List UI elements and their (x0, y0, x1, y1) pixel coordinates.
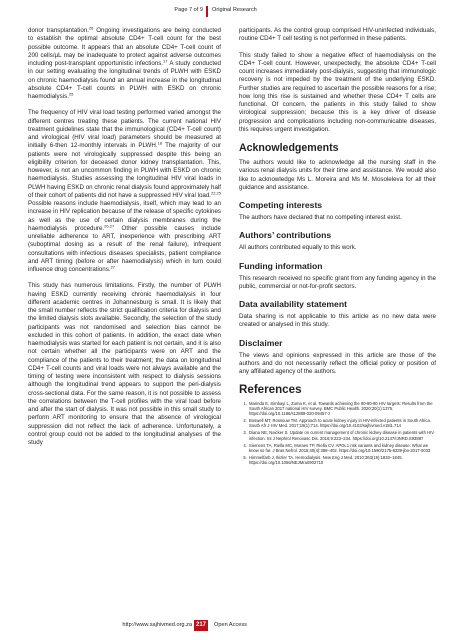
paragraph: The frequency of HIV viral load testing performed varied amongst the different centres treating these patients. The current national HIV treatment guidelines state that the immunological (CD4+ T-cell count) and virological (HIV viral load) parameters should be measured at initially 6-then 12-monthly intervals in PLWH.$^{18}$ The majority of our patients were not virologically suppressed despite this being an eligibility criterion for deceased donor kidney transplantation. This, however, is not an uncommon finding in PLWH with ESKD on chronic haemodialysis. Studies assessing the longitudinal HIV viral loads in PLWH having ESKD on chronic renal dialysis found approximately half of their cohort of patients did not have a suppressed HIV viral load.$^{22,25}$ Possible reasons include haemodialysis, itself, which may lead to an increase in HIV replication because of the release of specific cytokines as well as the use of certain dialysis membranes during the haemodialysis procedure.$^{26,27}$ Other possible causes include unreliable adherence to ART, inexperience with prescribing ART (suboptimal dosing as a result of the renal failure), infrequent consultations with infectious diseases specialists, patient compliance and ART timing (before or after haemodialysis) which in turn could influence drug concentrations.$^{27}$ (28, 109, 221, 273)
disclaimer-heading: Disclaimer (239, 337, 283, 348)
reference-item: 3. Diana NE, Naicker S. Update on current management of chronic kidney disease in patients with HIV infection. Int J Nephrol Renovasc Dis. 2016;9:223–234. https://doi.org/10.2147/IJNRD.S93887 (248, 430, 436, 440)
page-number-label: Page 7 of 9 (174, 7, 203, 13)
header-divider (206, 6, 208, 17)
references-heading: References (239, 383, 302, 397)
authors-contributions-text: All authors contributed equally to this work. (239, 244, 357, 252)
paragraph: donor transplantation.$^{26}$ Ongoing investigations are being conducted to establish the optimal absolute CD4+ T-cell count for the best possible outcome. It appears that an absolute CD4+ T-cell count of 200 cells/µL may be inadequate to protect against adverse outcomes including post-transplant opportunistic infections.$^{17}$ A study conducted in our setting evaluating the longitudinal trends of PLWH with ESKD on chronic haemodialysis found an annual increase in the longitudinal absolute CD4+ T-cell counts in PLWH with ESKD on chronic haemodialysis.$^{25}$ (28, 25, 221, 100)
journal-url-link[interactable]: http://www.sajhivmed.org.za (122, 622, 192, 628)
right-column (239, 27, 436, 467)
footer-page-number: 217 (194, 620, 208, 631)
acknowledgements-text: The authors would like to acknowledge all the nursing staff in the various renal dialysis units for their time and assistance. We would also like to acknowledge Ms L. Moreira and Ms M. Mosoleleva for all their guidance and assistance. (239, 159, 436, 191)
page-footer (0, 619, 453, 633)
reference-list (239, 401, 436, 465)
reference-item: 1. Marinda E, Simbayi L, Zuma K, et al. Towards achieving the 90-90-90 HIV targets: Results from the South African 2017 national HIV survey. BMC Public Health. 2020;20(1):1375. https://doi.org/10.1186/s12889-020-09457-z (248, 401, 436, 416)
acknowledgements-heading: Acknowledgements (239, 142, 339, 154)
paragraph: This study failed to show a negative effect of haemodialysis on the CD4+ T-cell count. However, unexpectedly, the absolute CD4+ T-cell count increases immediately post-dialysis, suggesting that immunologic recovery is not impeded by the treatment of the underlying ESKD. Further studies are required to ascertain the possible reasons for a rise; how long this rise is sustained and whether these CD4+ T cells are functional. Of concern, the patients in this study failed to show virological suppression; because this is a key driver of disease progression and complications including non-communicable diseases, this requires urgent investigation. (239, 51, 436, 133)
paragraph: This study has numerous limitations. Firstly, the number of PLWH having ESKD currently receiving chronic haemodialysis in four different academic centres in Johannesburg is small. It is likely that the small number reflects the strict qualification criteria for dialysis and the limited dialysis slots available. Secondly, the selection of the study participants was not randomised and selection bias cannot be excluded in this cohort of patients. In addition, the exact date when haemodialysis was started for each patient is not certain, and it is also not certain whether all the participants were on ART and the compliance of the patients to their treatment; the data on longitudinal CD4+ T-cell counts and viral loads were not always available and the timing of testing were inconsistent with respect to dialysis sessions although the longitudinal trend appears to support the peri-dialysis cross-sectional data. For the same reason, it is not possible to assess the correlations between the T-cell profiles with the viral load before and after the start of dialysis. It was not possible in this small study to perform ART monitoring to ensure that the absence of virological suppression did not reflect the lack of adherence. Unfortunately, a control group could not be added to the longitudinal analyses of the study (28, 282, 221, 446)
funding-text: This research received no specific grant from any funding agency in the public, commercial or not-for-profit sectors. (239, 274, 436, 290)
paragraph: participants. As the control group comprised HIV-uninfected individuals, routine CD4+ T cell testing is not performed in these patients. (239, 27, 436, 43)
authors-contributions-heading: Authors’ contributions (239, 230, 332, 241)
competing-interests-text: The authors have declared that no competing interest exist. (239, 214, 402, 221)
reference-item: 4. Siemens TA, Riella MC, Moraes TP, Riella CV. APOL1 risk variants and kidney disease: What we know so far. J Bras Nefrol. 2018;40(4):388–402. https://doi.org/10.1590/2175-8239-jbn-2017-0033 (248, 443, 436, 453)
reference-item: 5. Himmelfarb J, Ikizler TA. Hemodialysis. New Eng J Med. 2010;363(19):1833–1845. https://doi.org/10.1056/NEJMra0902710 (248, 455, 436, 465)
section-label: Original Research (212, 7, 257, 13)
open-access-label: Open Access (214, 622, 247, 628)
funding-heading: Funding information (239, 260, 323, 271)
page-header (0, 5, 453, 19)
data-availability-heading: Data availability statement (239, 299, 347, 309)
left-column (28, 27, 221, 455)
reference-item: 2. Boswell MT, Rossouw TM. Approach to acute kidney injury in HIV-infected patients in South Africa. South Afr J HIV Med. 2017;18(1):714. https://doi.org/10.4102/sajhivmed.v18i1.714 (248, 418, 436, 428)
disclaimer-text: The views and opinions expressed in this article are those of the authors and do not necessarily reflect the official policy or position of any affiliated agency of the authors. (239, 351, 436, 375)
data-availability-text: Data sharing is not applicable to this article as no new data were created or analysed in this study. (239, 313, 436, 329)
competing-interests-heading: Competing interests (239, 200, 323, 210)
